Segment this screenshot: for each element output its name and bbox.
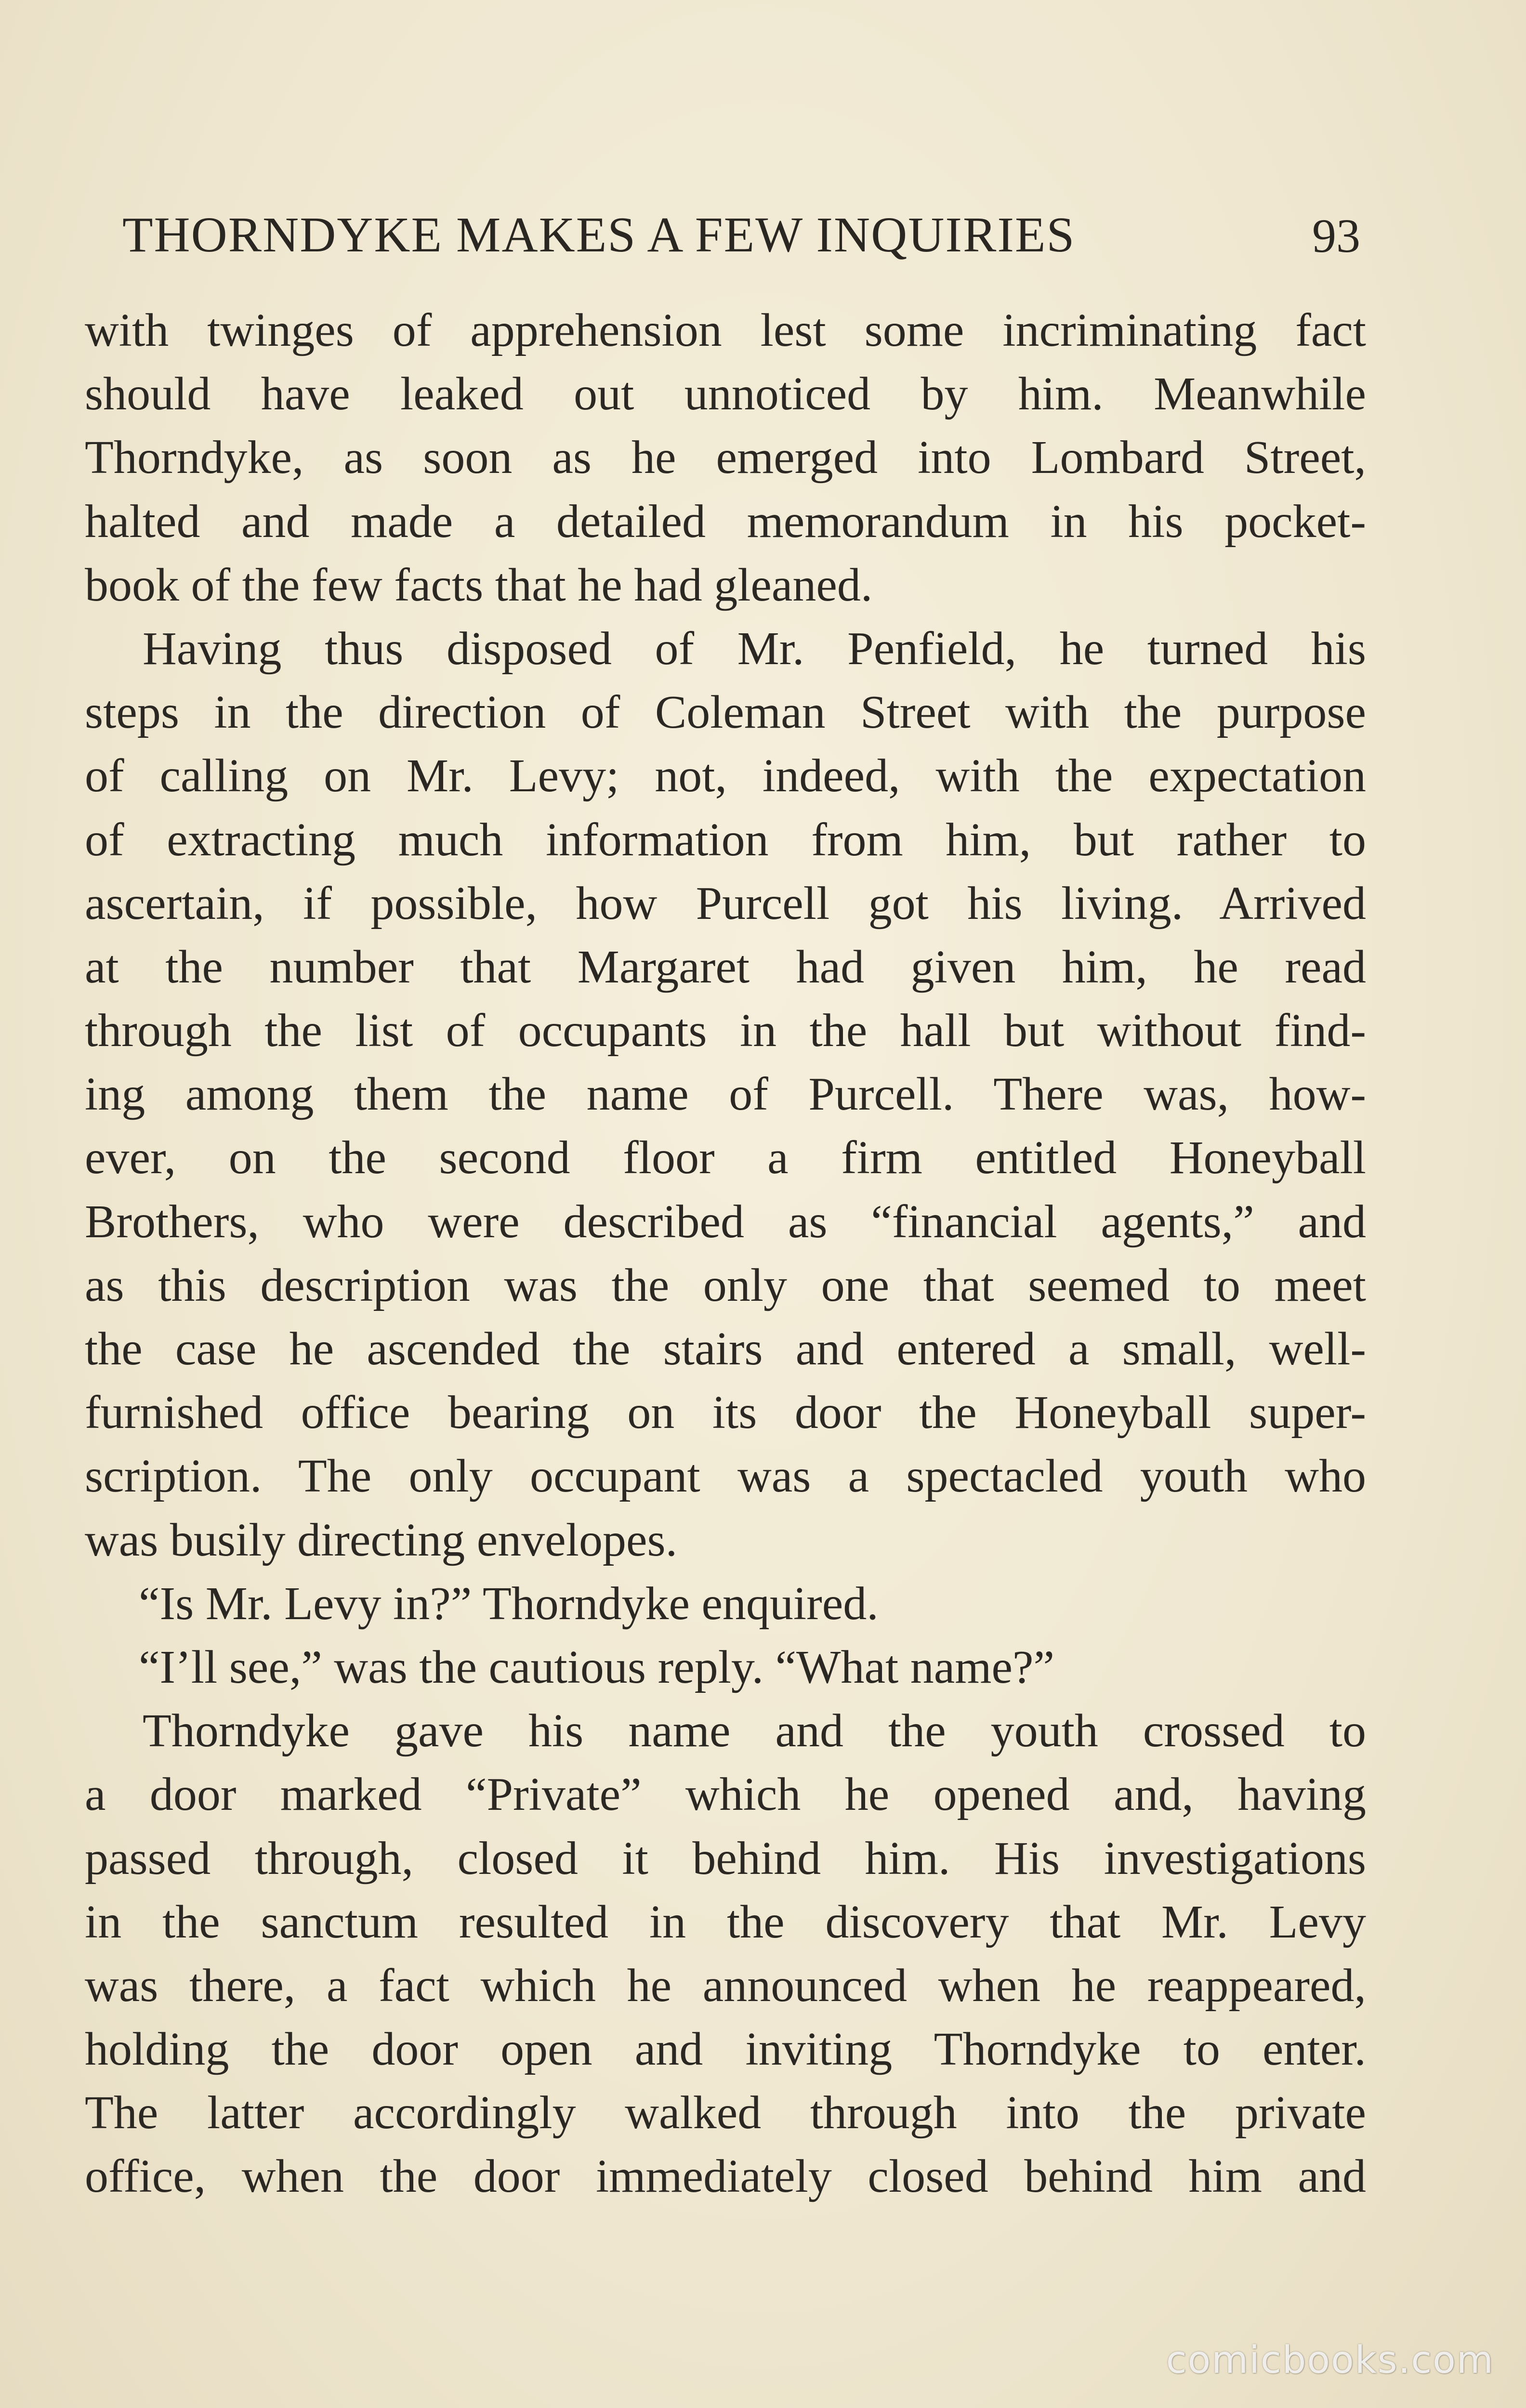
paragraph-start-line: Thorndyke gave his name and the youth crossed to [143, 1705, 1366, 1757]
text-line: passed through, closed it behind him. His investigations [85, 1832, 1366, 1885]
running-title: THORNDYKE MAKES A FEW INQUIRIES [122, 207, 1076, 262]
text-line: as this description was the only one that seemed to meet [85, 1259, 1366, 1311]
text-line: in the sanctum resulted in the discovery that Mr. Levy [85, 1896, 1366, 1948]
page-number: 93 [1312, 209, 1360, 262]
text-line: the case he ascended the stairs and entered a small, well- [85, 1323, 1366, 1375]
text-line: was busily directing envelopes. [85, 1514, 678, 1566]
text-line: office, when the door immediately closed behind him and [85, 2150, 1366, 2203]
dialogue-line: “Is Mr. Levy in?” Thorndyke enquired. [139, 1577, 879, 1630]
text-line: Brothers, who were described as “financial agents,” and [85, 1195, 1366, 1248]
text-line: furnished office bearing on its door the Honeyball super- [85, 1387, 1366, 1439]
text-line: ascertain, if possible, how Purcell got his living. Arrived [85, 877, 1366, 929]
body-text [85, 299, 1366, 2209]
text-line: ever, on the second floor a firm entitled Honeyball [85, 1132, 1366, 1184]
text-line: ing among them the name of Purcell. There was, how- [85, 1068, 1366, 1121]
text-line: steps in the direction of Coleman Street with the purpose [85, 686, 1366, 739]
text-line: halted and made a detailed memorandum in his pocket- [85, 495, 1366, 548]
watermark: comicbooks.com [1166, 2339, 1494, 2382]
text-line: through the list of occupants in the hall but without find- [85, 1005, 1366, 1057]
text-line: book of the few facts that he had gleaned. [85, 559, 873, 611]
dialogue-line: “I’ll see,” was the cautious reply. “What name?” [139, 1641, 1054, 1693]
text-line: of extracting much information from him, but rather to [85, 813, 1366, 866]
text-line: should have leaked out unnoticed by him. Meanwhile [85, 368, 1366, 420]
text-line: holding the door open and inviting Thorndyke to enter. [85, 2023, 1366, 2076]
text-line: Thorndyke, as soon as he emerged into Lombard Street, [85, 432, 1366, 484]
text-line: with twinges of apprehension lest some incriminating fact [85, 304, 1366, 356]
text-line: The latter accordingly walked through into the private [85, 2087, 1366, 2139]
paragraph-start-line: Having thus disposed of Mr. Penfield, he turned his [143, 622, 1366, 675]
text-line: a door marked “Private” which he opened and, having [85, 1768, 1366, 1821]
running-head [122, 201, 1360, 278]
text-line: was there, a fact which he announced when he reappeared, [85, 1959, 1366, 2012]
text-line: of calling on Mr. Levy; not, indeed, with the expectation [85, 750, 1366, 802]
text-line: scription. The only occupant was a spectacled youth who [85, 1450, 1366, 1503]
text-line: at the number that Margaret had given him, he read [85, 941, 1366, 993]
